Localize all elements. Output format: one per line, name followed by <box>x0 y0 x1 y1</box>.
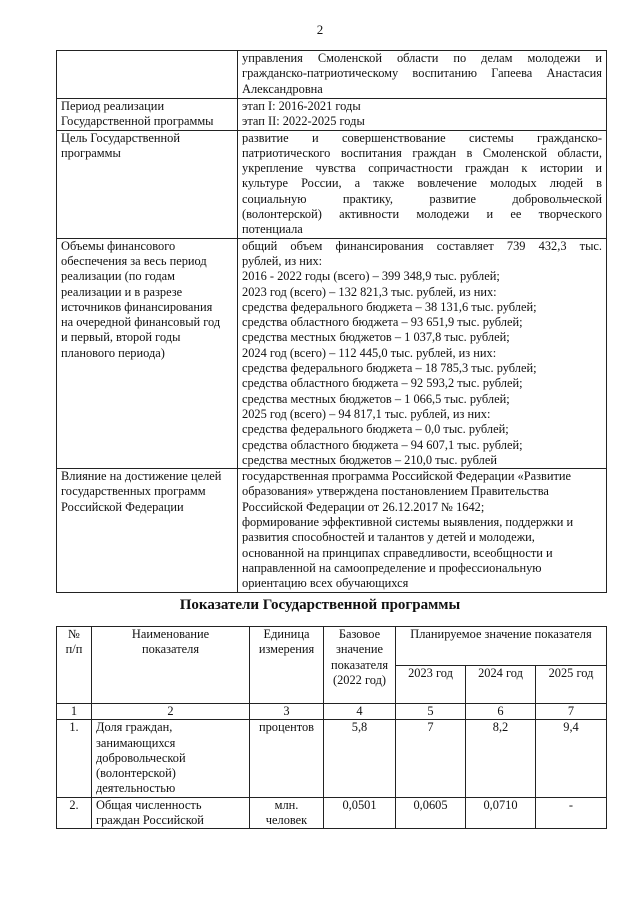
header-year-2023: 2023 год <box>396 665 466 704</box>
period-value: этап I: 2016-2021 годы этап II: 2022-2025 годы <box>238 99 607 131</box>
col-number: 2 <box>92 704 250 720</box>
row-unit: млн. человек <box>250 797 324 829</box>
row-name: Общая численность граждан Российской <box>92 797 250 829</box>
indicators-header-row <box>57 627 607 666</box>
header-num: № п/п <box>57 627 92 704</box>
page-number: 2 <box>316 22 324 37</box>
col-number: 4 <box>324 704 396 720</box>
row-value-2025: - <box>536 797 607 829</box>
table-row <box>57 720 607 797</box>
header-planned: Планируемое значение показателя <box>396 627 607 666</box>
row-value-2024: 0,0710 <box>466 797 536 829</box>
program-passport-table <box>56 50 607 593</box>
row-num: 2. <box>57 797 92 829</box>
header-unit: Единица измерения <box>250 627 324 704</box>
header-year-2025: 2025 год <box>536 665 607 704</box>
passport-label-empty <box>57 51 238 99</box>
header-year-2024: 2024 год <box>466 665 536 704</box>
row-base: 5,8 <box>324 720 396 797</box>
indicators-table <box>56 626 607 829</box>
header-name: Наименование показателя <box>92 627 250 704</box>
column-number-row <box>57 704 607 720</box>
goal-label: Цель Государственной программы <box>57 130 238 238</box>
funding-value: общий объем финансирования составляет 739 432,3 тыс. рублей, из них: 2016 - 2022 годы (всего) – 399 348,9 тыс. рублей; 2023 год (всего) – 132 821,3 тыс. рублей, из них: средства федерального бюджета – 38 131,6 тыс. рублей; средства областного бюджета – 93 651,9 тыс. рублей; средства местных бюджетов – 1 037,8 тыс. рублей; 2024 год (всего) – 112 445,0 тыс. рублей, из них: средства федерального бюджета – 18 785,3 тыс. рублей; средства областного бюджета – 92 593,2 тыс. рублей; средства местных бюджетов – 1 066,5 тыс. рублей; 2025 год (всего) – 94 817,1 тыс. рублей, из них: средства федерального бюджета – 0,0 тыс. рублей; средства областного бюджета – 94 607,1 тыс. рублей; средства местных бюджетов – 210,0 тыс. рублей <box>238 238 607 468</box>
col-number: 5 <box>396 704 466 720</box>
row-value-2023: 7 <box>396 720 466 797</box>
row-value-2025: 9,4 <box>536 720 607 797</box>
header-base: Базовое значение показателя (2022 год) <box>324 627 396 704</box>
passport-row-funding <box>57 238 607 468</box>
row-value-2024: 8,2 <box>466 720 536 797</box>
row-num: 1. <box>57 720 92 797</box>
row-value-2023: 0,0605 <box>396 797 466 829</box>
passport-row-responsible <box>57 51 607 99</box>
col-number: 1 <box>57 704 92 720</box>
row-name: Доля граждан, занимающихся добровольческой (волонтерской) деятельностью <box>92 720 250 797</box>
passport-row-period <box>57 99 607 131</box>
col-number: 7 <box>536 704 607 720</box>
indicators-title: Показатели Государственной программы <box>179 597 461 613</box>
influence-value: государственная программа Российской Федерации «Развитие образования» утверждена постановлением Правительства Российской Федерации от 26.12.2017 № 1642; формирование эффективной системы выявления, поддержки и развития способностей и талантов у детей и молодежи, основанной на принципах справедливости, всеобщности и направленной на самоопределение и профессиональную ориентацию всех обучающихся <box>238 469 607 592</box>
passport-row-goal <box>57 130 607 238</box>
funding-label: Объемы финансового обеспечения за весь период реализации (по годам реализации и в разрезе источников финансирования на очередной финансовый год и первый, второй годы планового периода) <box>57 238 238 468</box>
passport-value-responsible: управления Смоленской области по делам молодежи и гражданско-патриотическому воспитанию Гапеева Анастасия Александровна <box>238 51 607 99</box>
col-number: 3 <box>250 704 324 720</box>
table-row <box>57 797 607 829</box>
col-number: 6 <box>466 704 536 720</box>
influence-label: Влияние на достижение целей государственных программ Российской Федерации <box>57 469 238 592</box>
passport-row-influence <box>57 469 607 592</box>
goal-value: развитие и совершенствование системы гражданско- патриотического воспитания граждан в Смоленской области, укрепление чувства сопричастности граждан к истории и культуре России, а также вовлечение молодых людей в социальную практику, развитие добровольческой (волонтерской) активности молодежи и ее творческого потенциала <box>238 130 607 238</box>
period-label: Период реализации Государственной программы <box>57 99 238 131</box>
row-unit: процентов <box>250 720 324 797</box>
row-base: 0,0501 <box>324 797 396 829</box>
